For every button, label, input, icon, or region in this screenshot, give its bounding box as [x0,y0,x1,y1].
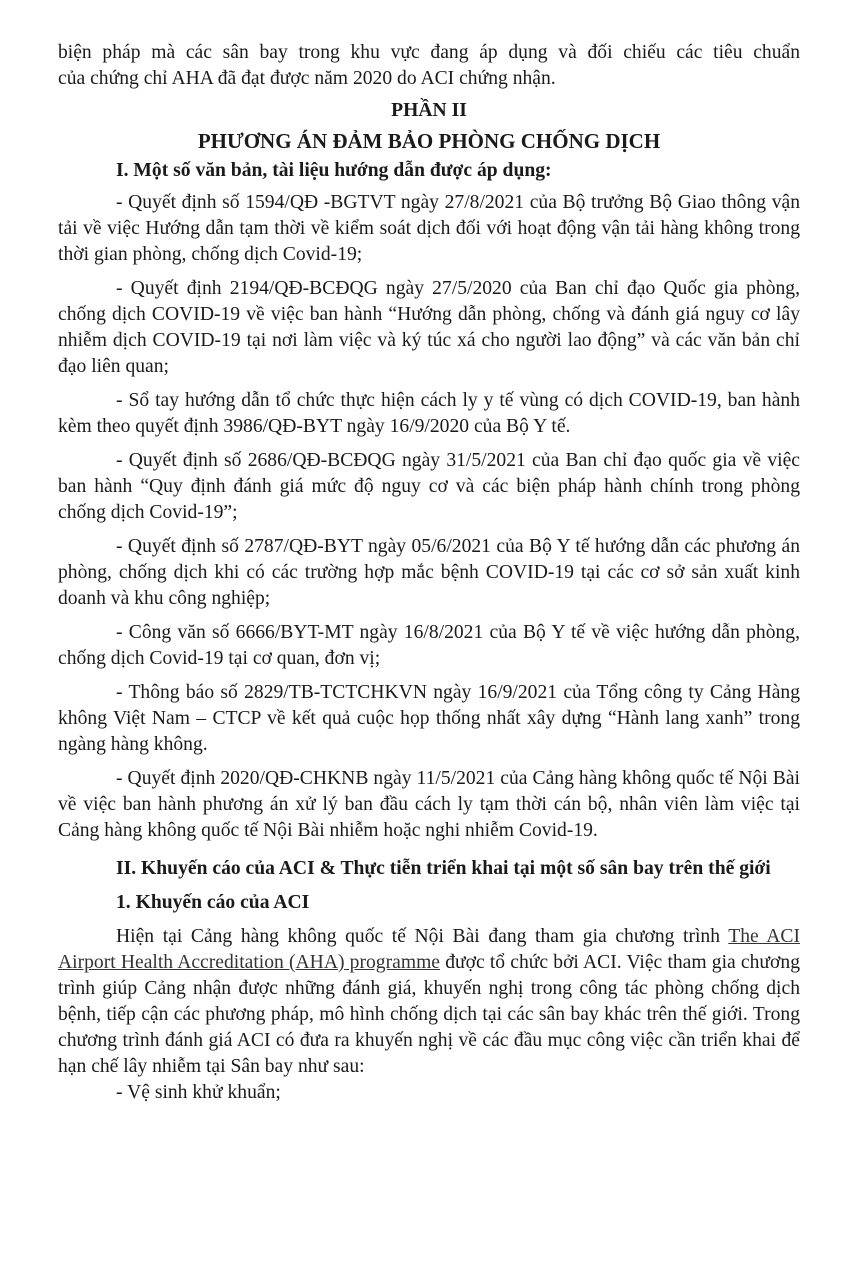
doc-item-6: - Công văn số 6666/BYT-MT ngày 16/8/2021 của Bộ Y tế về việc hướng dẫn phòng, chống dịch Covid-19 tại cơ quan, đơn vị; [58,622,800,669]
doc-item-5: - Quyết định số 2787/QĐ-BYT ngày 05/6/2021 của Bộ Y tế hướng dẫn các phương án phòng, chống dịch khi có các trường hợp mắc bệnh COVID-19 tại các cơ sở sản xuất kinh doanh và khu công nghiệp; [58,536,800,609]
section-1-heading: I. Một số văn bản, tài liệu hướng dẫn được áp dụng: [116,160,552,181]
doc-item-1: - Quyết định số 1594/QĐ -BGTVT ngày 27/8/2021 của Bộ trưởng Bộ Giao thông vận tải về việc Hướng dẫn tạm thời về kiểm soát dịch đối với hoạt động vận tải hàng không trong thời gian phòng, chống dịch Covid-19; [58,192,800,265]
subsection-1-heading: 1. Khuyến cáo của ACI [116,892,310,913]
doc-item-8: - Quyết định 2020/QĐ-CHKNB ngày 11/5/2021 của Cảng hàng không quốc tế Nội Bài về việc ban hành phương án xử lý ban đầu cách ly tạm thời cán bộ, nhân viên làm việc tại Cảng hàng không quốc tế Nội Bài nhiễm hoặc nghi nhiễm Covid-19. [58,768,800,841]
aci-paragraph-text-before: Hiện tại Cảng hàng không quốc tế Nội Bài đang tham gia chương trình [116,926,729,947]
part-title: PHƯƠNG ÁN ĐẢM BẢO PHÒNG CHỐNG DỊCH [197,129,661,153]
doc-item-3: - Sổ tay hướng dẫn tổ chức thực hiện cách ly y tế vùng có dịch COVID-19, ban hành kèm theo quyết định 3986/QĐ-BYT ngày 16/9/2020 của Bộ Y tế. [58,390,800,437]
doc-item-4: - Quyết định số 2686/QĐ-BCĐQG ngày 31/5/2021 của Ban chỉ đạo quốc gia về việc ban hành “Quy định đánh giá mức độ nguy cơ và các biện pháp hành chính trong phòng chống dịch Covid-19”; [58,450,800,523]
intro-line-2: của chứng chỉ AHA đã đạt được năm 2020 do ACI chứng nhận. [58,68,556,89]
aha-programme-link[interactable]: The ACI Airport Health Accreditation (AHA) programme [58,926,800,973]
doc-item-2: - Quyết định 2194/QĐ-BCĐQG ngày 27/5/2020 của Ban chỉ đạo Quốc gia phòng, chống dịch COVID-19 về việc ban hành “Hướng dẫn phòng, chống và đánh giá nguy cơ lây nhiễm dịch COVID-19 tại nơi làm việc và ký túc xá cho người lao động” và các văn bản chỉ đạo liên quan; [58,278,800,377]
part-label: PHẦN II [391,100,467,121]
intro-line-1: biện pháp mà các sân bay trong khu vực đang áp dụng và đối chiếu các tiêu chuẩn [58,42,800,63]
aci-paragraph-text-after: được tổ chức bởi ACI. Việc tham gia chương trình giúp Cảng nhận được những đánh giá, khuyến nghị trong công tác phòng chống dịch bệnh, tiếp cận các phương pháp, mô hình chống dịch tại các sân bay khác trên thế giới. Trong chương trình đánh giá ACI có đưa ra khuyến nghị về các đầu mục công việc cần triển khai để hạn chế lây nhiễm tại Sân bay như sau: [58,952,800,1077]
doc-item-7: - Thông báo số 2829/TB-TCTCHKVN ngày 16/9/2021 của Tổng công ty Cảng Hàng không Việt Nam – CTCP về kết quả cuộc họp thống nhất xây dựng “Hành lang xanh” trong ngàng hàng không. [58,682,800,755]
aci-paragraph [58,924,800,1080]
bullet-disinfection: - Vệ sinh khử khuẩn; [116,1082,281,1103]
section-2-heading: II. Khuyến cáo của ACI & Thực tiễn triển khai tại một số sân bay trên thế giới [116,858,771,879]
